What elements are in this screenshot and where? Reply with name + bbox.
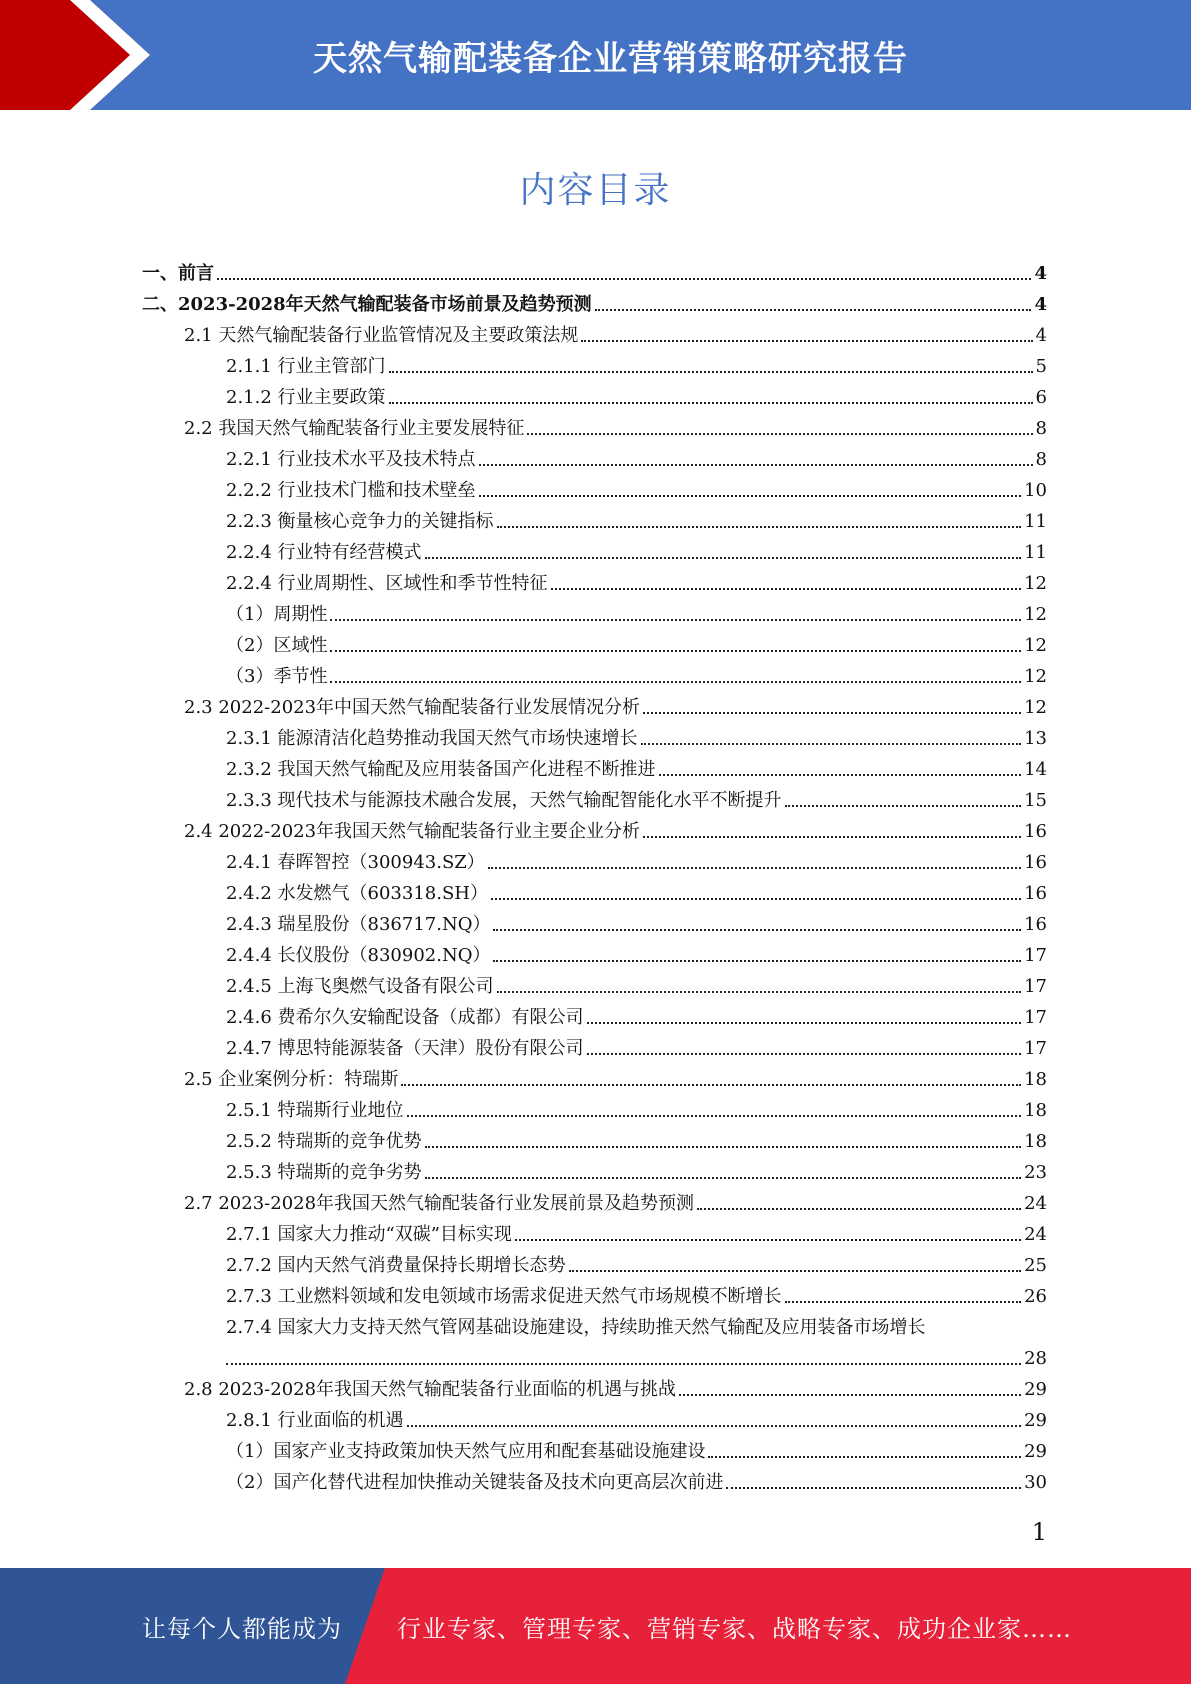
toc-entry[interactable]: 2.4.3 瑞星股份（836717.NQ） 16	[226, 914, 1047, 935]
toc-entry[interactable]: （2）区域性 12	[226, 635, 1047, 656]
toc-entry[interactable]: 二、2023-2028年天然气输配装备市场前景及趋势预测 4	[142, 294, 1047, 315]
toc-entry[interactable]: 2.1.1 行业主管部门 5	[226, 356, 1047, 377]
toc-entry[interactable]: 2.1.2 行业主要政策 6	[226, 387, 1047, 408]
toc-entry[interactable]: 2.4 2022-2023年我国天然气输配装备行业主要企业分析 16	[184, 821, 1047, 842]
toc-entry[interactable]: 一、前言 4	[142, 263, 1047, 284]
toc-entry[interactable]: （3）季节性 12	[226, 666, 1047, 687]
toc-entry[interactable]: 2.3.1 能源清洁化趋势推动我国天然气市场快速增长 13	[226, 728, 1047, 749]
toc-entry[interactable]: 2.7.3 工业燃料领域和发电领域市场需求促进天然气市场规模不断增长 26	[226, 1286, 1047, 1307]
toc-entry[interactable]: 2.2 我国天然气输配装备行业主要发展特征 8	[184, 418, 1047, 439]
toc-entry[interactable]: 2.4.2 水发燃气（603318.SH） 16	[226, 883, 1047, 904]
toc-entry[interactable]: 2.1 天然气输配装备行业监管情况及主要政策法规 4	[184, 325, 1047, 346]
toc-entry[interactable]: 2.2.2 行业技术门槛和技术壁垒 10	[226, 480, 1047, 501]
toc-title: 内容目录	[519, 170, 672, 211]
footer-slogan-right: 行业专家、管理专家、营销专家、战略专家、成功企业家……	[397, 1614, 1072, 1643]
toc-entry[interactable]: 2.3.2 我国天然气输配及应用装备国产化进程不断推进 14	[226, 759, 1047, 780]
toc-entry[interactable]: 2.7.1 国家大力推动“双碳”目标实现 24	[226, 1224, 1047, 1245]
toc-entry[interactable]: 2.4.4 长仪股份（830902.NQ） 17	[226, 945, 1047, 966]
toc-entry[interactable]: （1）国家产业支持政策加快天然气应用和配套基础设施建设 29	[226, 1441, 1047, 1462]
toc-entry[interactable]: 2.7.2 国内天然气消费量保持长期增长态势 25	[226, 1255, 1047, 1276]
toc-entry[interactable]: 2.4.6 费希尔久安输配设备（成都）有限公司 17	[226, 1007, 1047, 1028]
toc-entry[interactable]: 2.4.5 上海飞奥燃气设备有限公司 17	[226, 976, 1047, 997]
toc-entry[interactable]: 2.5.2 特瑞斯的竞争优势 18	[226, 1131, 1047, 1152]
toc-entry[interactable]: 28	[226, 1339, 1047, 1370]
toc-entry[interactable]: 2.2.3 衡量核心竞争力的关键指标 11	[226, 511, 1047, 532]
toc-entry[interactable]: 2.3 2022-2023年中国天然气输配装备行业发展情况分析 12	[184, 697, 1047, 718]
toc-entry[interactable]: 2.5 企业案例分析：特瑞斯 18	[184, 1069, 1047, 1090]
toc-entry[interactable]: 2.5.3 特瑞斯的竞争劣势 23	[226, 1162, 1047, 1183]
toc-entry[interactable]: 2.2.1 行业技术水平及技术特点 8	[226, 449, 1047, 470]
page-number: 1	[1031, 1518, 1047, 1546]
footer-banner	[0, 1568, 1191, 1684]
toc-entry[interactable]: 2.8.1 行业面临的机遇 29	[226, 1410, 1047, 1431]
toc-entry[interactable]: 2.4.7 博思特能源装备（天津）股份有限公司 17	[226, 1038, 1047, 1059]
toc-entry[interactable]: 2.4.1 春晖智控（300943.SZ） 16	[226, 852, 1047, 873]
toc-entry[interactable]: 2.2.4 行业周期性、区域性和季节性特征 12	[226, 573, 1047, 594]
toc-entry[interactable]: 2.3.3 现代技术与能源技术融合发展，天然气输配智能化水平不断提升 15	[226, 790, 1047, 811]
toc-entry[interactable]: 2.7 2023-2028年我国天然气输配装备行业发展前景及趋势预测 24	[184, 1193, 1047, 1214]
toc-entry[interactable]: 2.5.1 特瑞斯行业地位 18	[226, 1100, 1047, 1121]
toc-entry-wrapped-label[interactable]: 2.7.4 国家大力支持天然气管网基础设施建设，持续助推天然气输配及应用装备市场增长	[226, 1317, 926, 1338]
toc-entry[interactable]: （2）国产化替代进程加快推动关键装备及技术向更高层次前进 30	[226, 1472, 1047, 1493]
header-banner	[0, 0, 1191, 110]
toc-entry[interactable]: 2.2.4 行业特有经营模式 11	[226, 542, 1047, 563]
toc-entry[interactable]: （1）周期性 12	[226, 604, 1047, 625]
report-title: 天然气输配装备企业营销策略研究报告	[313, 38, 908, 79]
footer-slogan-left: 让每个人都能成为	[142, 1614, 342, 1643]
toc-entry[interactable]: 2.8 2023-2028年我国天然气输配装备行业面临的机遇与挑战 29	[184, 1379, 1047, 1400]
